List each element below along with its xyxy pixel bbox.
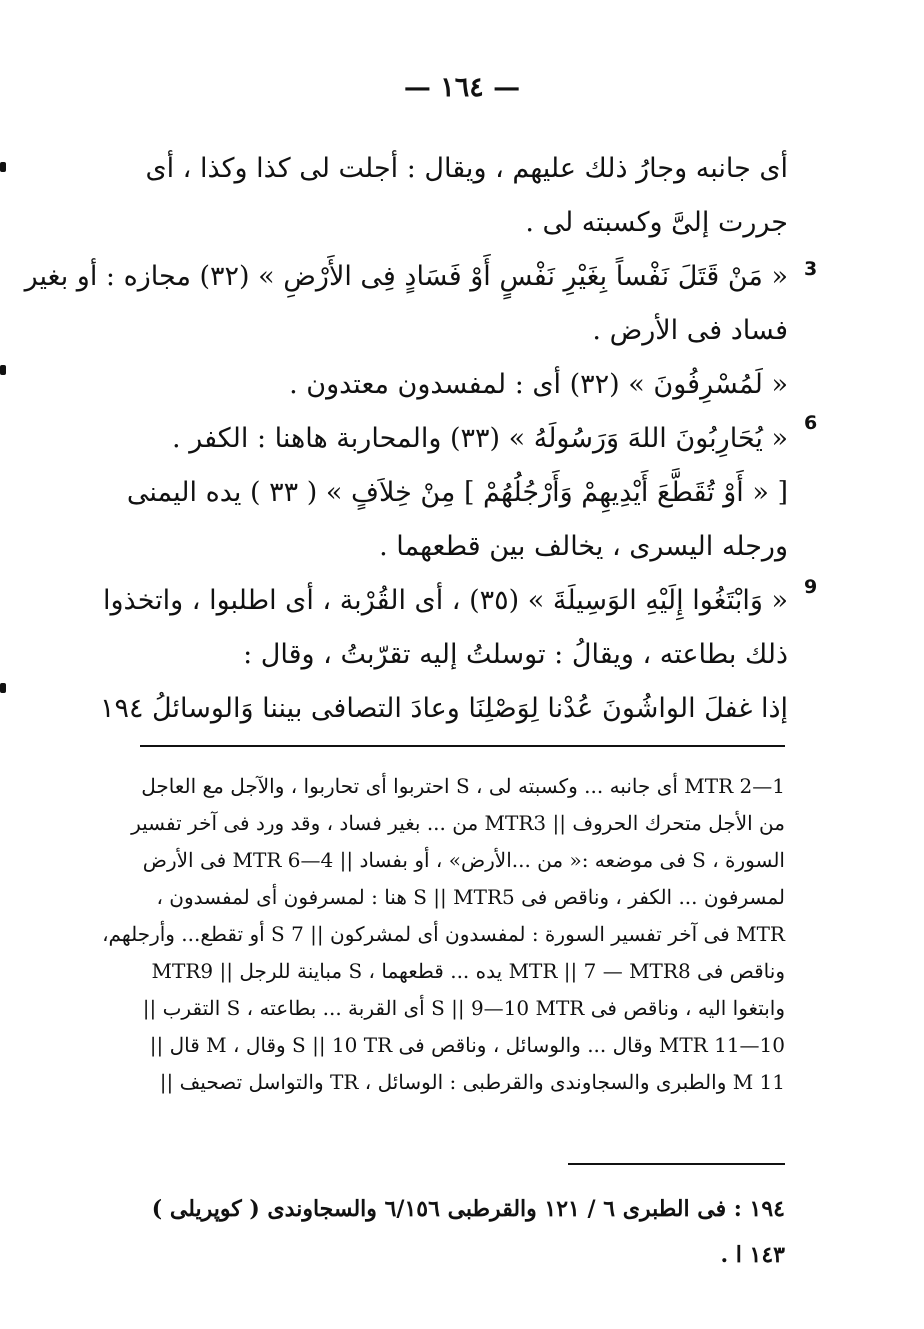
footnote-line: ١٩٤ : فى الطبرى ٦ / ١٢١ والقرطبى ٦/١٥٦ والسجاوندى ( كوپريلى ) bbox=[151, 1196, 785, 1222]
apparatus-line: 11 M والطبرى والسجاوندى والقرطبى : الوسائل ، TR والتواسل تصحيف || bbox=[159, 1070, 785, 1094]
main-text bbox=[24, 142, 788, 736]
text-line: « وَابْتَغُوا إِلَيْهِ الوَسِيلَةَ » (٣٥) ، أى القُرْبة ، أى اطلبوا ، واتخذوا bbox=[103, 585, 788, 616]
line-number: 6 bbox=[804, 412, 818, 434]
apparatus-line: لمسرفون ... الكفر ، وناقص فى S || MTR5 هنا : لمسرفون أى لمفسدون ، bbox=[156, 885, 785, 909]
margin-mark bbox=[0, 683, 6, 693]
line-number: 9 bbox=[804, 576, 818, 598]
margin-mark bbox=[0, 162, 6, 172]
footnote-divider-short bbox=[568, 1163, 785, 1165]
line-number: 3 bbox=[804, 258, 818, 280]
apparatus-line: 1—2 MTR أى جانبه ... وكسبته لى ، S احتربوا أى تحاربوا ، والآجل مع العاجل bbox=[141, 774, 785, 798]
text-line: [ « أَوْ تُقَطَّعَ أَيْدِيهِمْ وَأَرْجُلُهُمْ ] مِنْ خِلاَفٍ » ( ٣٣ ) يده اليمنى bbox=[126, 477, 788, 508]
page-number: — ١٦٤ — bbox=[403, 72, 521, 103]
text-line: ورجله اليسرى ، يخالف بين قطعهما . bbox=[379, 531, 788, 562]
text-line: ذلك بطاعته ، ويقالُ : توسلتُ إليه تقرّبتُ ، وقال : bbox=[243, 639, 788, 670]
verse-footnote bbox=[140, 1186, 785, 1278]
verse-line: إذا غفلَ الواشُونَ عُدْنا لِوَصْلِنَا وعادَ التصافى بيننا وَالوسائلُ ١٩٤ bbox=[99, 693, 788, 724]
apparatus-line: السورة ، S فى موضعه :« من ...الأرض» ، أو بفساد || 4—6 MTR فى الأرض bbox=[142, 848, 785, 872]
text-line: أى جانبه وجارُ ذلك عليهم ، ويقال : أجلت لى كذا وكذا ، أى bbox=[145, 153, 788, 184]
margin-mark bbox=[0, 365, 6, 375]
apparatus-line: 10—11 MTR وقال ... والوسائل ، وناقص فى S || 10 TR وقال ، M قال || bbox=[149, 1033, 785, 1057]
text-line: جررت إلىَّ وكسبته لى . bbox=[525, 207, 788, 238]
footnote-divider bbox=[140, 745, 785, 747]
apparatus-line: وناقص فى MTR || 7 — MTR8 يده ... قطعهما ، S مباينة للرجل || MTR9 bbox=[151, 959, 785, 983]
text-line: فساد فى الأرض . bbox=[592, 315, 788, 346]
footnote-line: ١٤٣ ا . bbox=[720, 1242, 785, 1268]
apparatus-line: MTR فى آخر تفسير السورة : لمفسدون أى لمشركون || 7 S أو تقطع... وأرجلهم، bbox=[102, 922, 785, 946]
text-line: « يُحَارِبُونَ اللهَ وَرَسُولَهُ » (٣٣) والمحاربة هاهنا : الكفر . bbox=[172, 423, 788, 454]
apparatus-line: من الأجل متحرك الحروف || MTR3 من ... بغير فساد ، وقد ورد فى آخر تفسير bbox=[131, 811, 785, 835]
critical-apparatus bbox=[102, 768, 785, 1101]
text-line: « مَنْ قَتَلَ نَفْساً بِغَيْرِ نَفْسٍ أَوْ فَسَادٍ فِى الأَرْضِ » (٣٢) مجازه : أو بغير bbox=[24, 261, 788, 292]
apparatus-line: وابتغوا اليه ، وناقص فى S || 9—10 MTR أى القربة ... بطاعته ، S التقرب || bbox=[142, 996, 785, 1020]
text-line: « لَمُسْرِفُونَ » (٣٢) أى : لمفسدون معتدون . bbox=[289, 369, 788, 400]
